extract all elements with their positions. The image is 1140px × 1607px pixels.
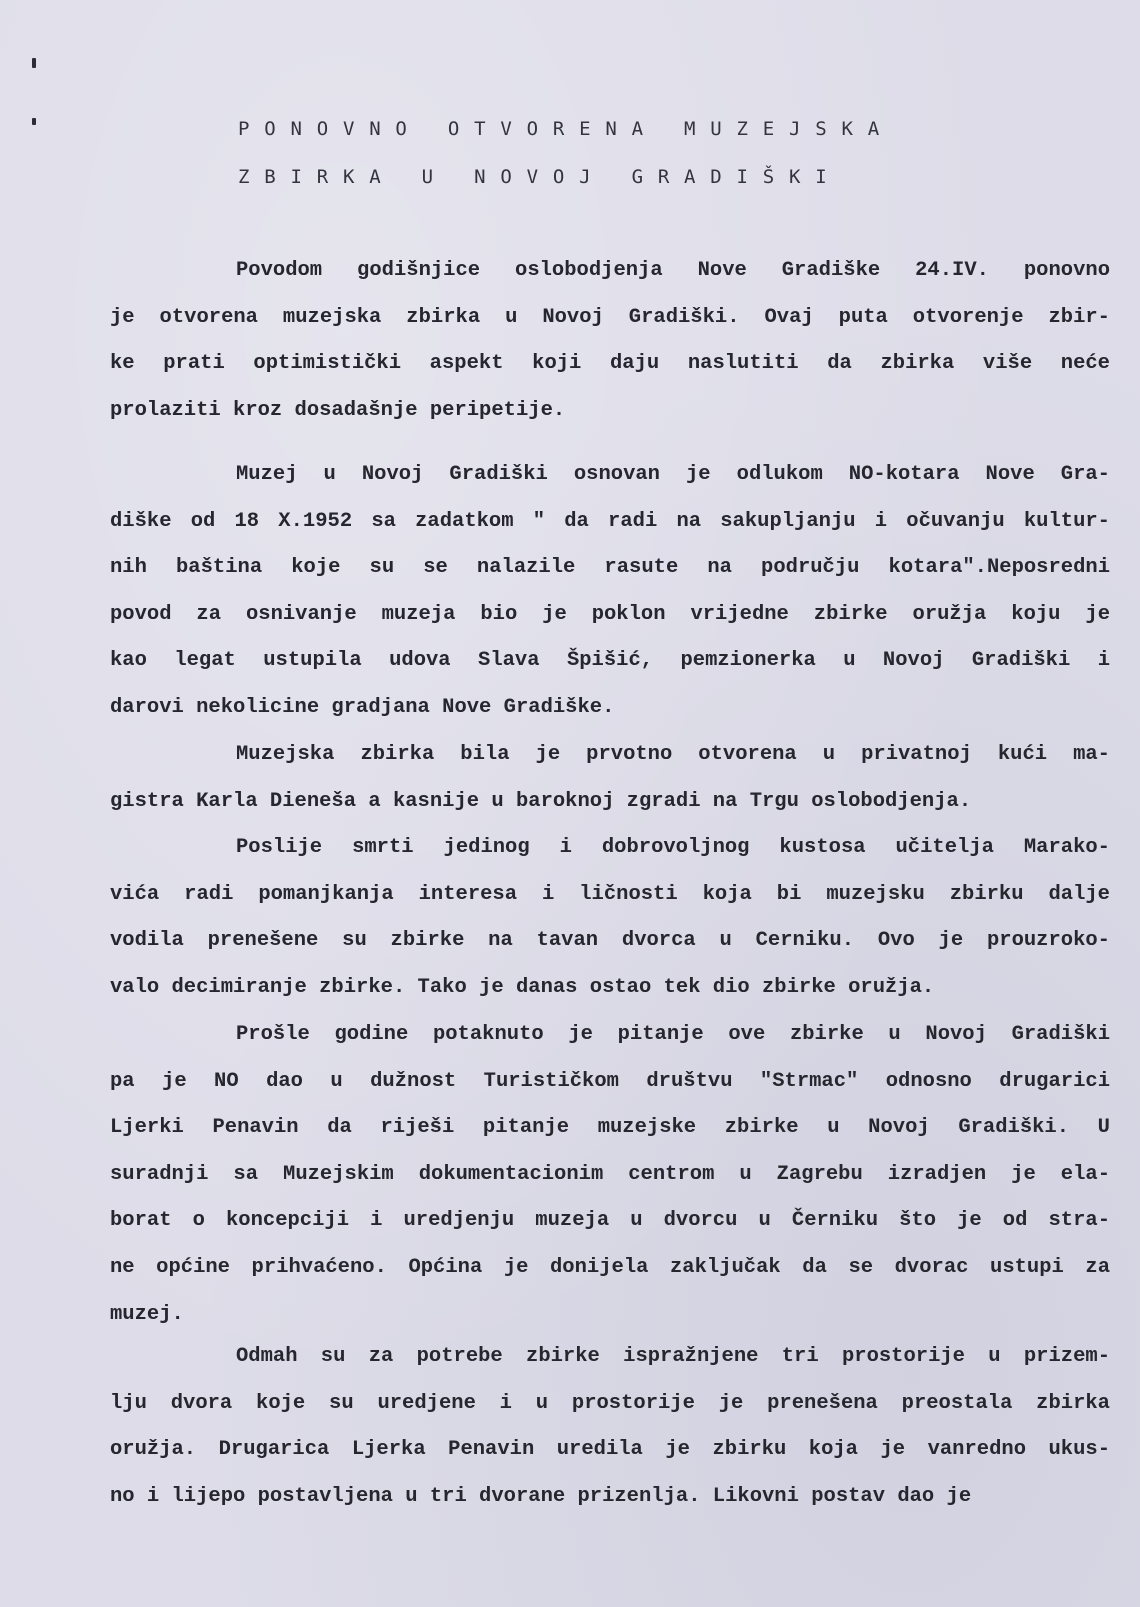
- text-line: ne općine prihvaćeno. Općina je donijela zaključak da se dvorac ustupi za: [110, 1255, 1110, 1279]
- title-line-1: PONOVNO OTVORENA MUZEJSKA: [238, 118, 894, 140]
- text-line: povod za osnivanje muzeja bio je poklon vrijedne zbirke oružja koju je: [110, 602, 1110, 626]
- text-line: nih baština koje su se nalazile rasute na području kotara".Neposredni: [110, 556, 1110, 580]
- text-line: valo decimiranje zbirke. Tako je danas ostao tek dio zbirke oružja.: [110, 975, 935, 999]
- paragraph-1: [110, 248, 1110, 434]
- text-line: Ljerki Penavin da riješi pitanje muzejske zbirke u Novoj Gradiški. U: [110, 1116, 1110, 1140]
- text-line: no i lijepo postavljena u tri dvorane prizenlja. Likovni postav dao je: [110, 1484, 972, 1508]
- text-line: prolaziti kroz dosadašnje peripetije.: [110, 398, 566, 422]
- text-line: Prošle godine potaknuto je pitanje ove zbirke u Novoj Gradiški: [236, 1023, 1110, 1046]
- paragraph-5: [110, 1012, 1110, 1338]
- text-line: je otvorena muzejska zbirka u Novoj Gradiški. Ovaj puta otvorenje zbir-: [110, 305, 1110, 329]
- text-line: suradnji sa Muzejskim dokumentacionim centrom u Zagrebu izradjen je ela-: [110, 1162, 1110, 1186]
- text-line: vića radi pomanjkanja interesa i ličnosti koja bi muzejsku zbirku dalje: [110, 882, 1110, 906]
- text-line: Odmah su za potrebe zbirke ispražnjene tri prostorije u prizem-: [236, 1345, 1110, 1368]
- text-line: kao legat ustupila udova Slava Špišić, pemzionerka u Novoj Gradiški i: [110, 649, 1110, 673]
- text-line: Muzej u Novoj Gradiški osnovan je odlukom NO-kotara Nove Gra-: [236, 463, 1110, 486]
- text-line: gistra Karla Dieneša a kasnije u baroknoj zgradi na Trgu oslobodjenja.: [110, 789, 972, 813]
- paragraph-4: [110, 825, 1110, 1011]
- text-line: darovi nekolicine gradjana Nove Gradiške.: [110, 695, 615, 719]
- text-line: Poslije smrti jedinog i dobrovoljnog kustosa učitelja Marako-: [236, 836, 1110, 859]
- text-line: oružja. Drugarica Ljerka Penavin uredila je zbirku koja je vanredno ukus-: [110, 1438, 1110, 1462]
- page-mark: [32, 118, 36, 125]
- text-line: lju dvora koje su uredjene i u prostorije je prenešena preostala zbirka: [110, 1391, 1110, 1415]
- text-line: borat o koncepciji i uredjenju muzeja u dvorcu u Černiku što je od stra-: [110, 1209, 1110, 1233]
- text-line: ke prati optimistički aspekt koji daju naslutiti da zbirka više neće: [110, 352, 1110, 376]
- page-mark: [32, 58, 36, 68]
- text-line: Muzejska zbirka bila je prvotno otvorena u privatnoj kući ma-: [236, 743, 1110, 766]
- text-line: muzej.: [110, 1302, 184, 1326]
- paragraph-6: [110, 1334, 1110, 1520]
- paragraph-2: [110, 452, 1110, 732]
- paragraph-3: [110, 732, 1110, 825]
- title-line-2: ZBIRKA U NOVOJ GRADIŠKI: [238, 166, 842, 188]
- text-line: Povodom godišnjice oslobodjenja Nove Gradiške 24.IV. ponovno: [236, 259, 1110, 282]
- text-line: pa je NO dao u dužnost Turističkom društvu "Strmac" odnosno drugarici: [110, 1069, 1110, 1093]
- text-line: diške od 18 X.1952 sa zadatkom " da radi na sakupljanju i očuvanju kultur-: [110, 509, 1110, 533]
- text-line: vodila prenešene su zbirke na tavan dvorca u Cerniku. Ovo je prouzroko-: [110, 929, 1110, 953]
